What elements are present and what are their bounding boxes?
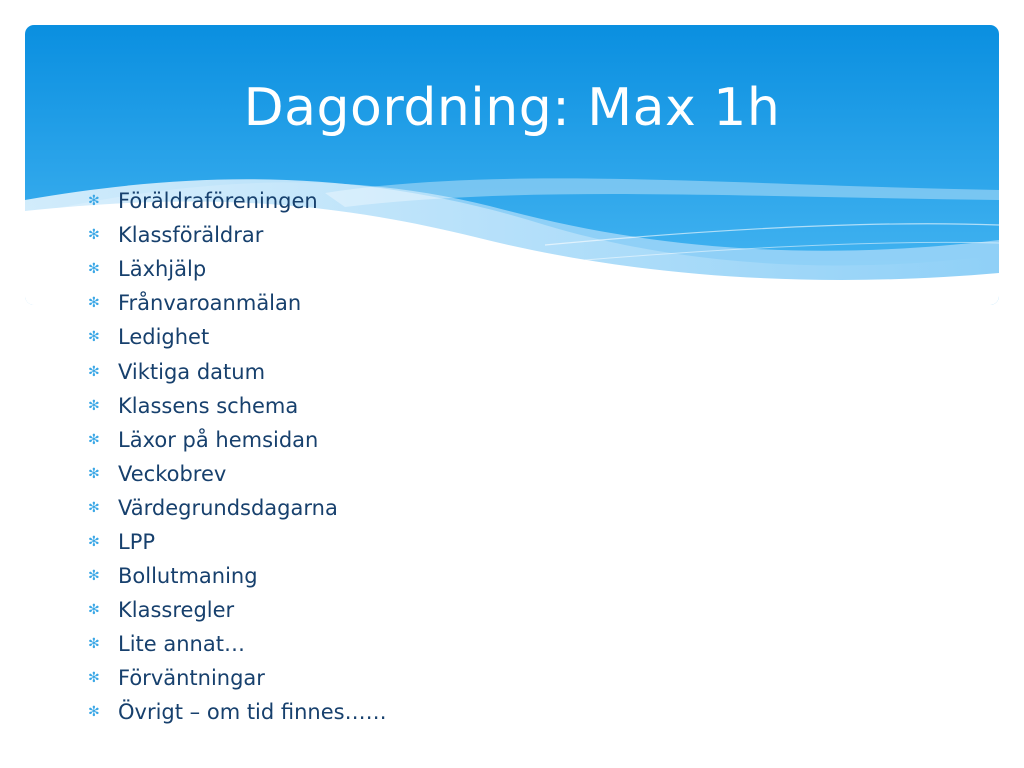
- list-item-text: Bollutmaning: [118, 564, 258, 589]
- list-item-text: Klassregler: [118, 598, 235, 623]
- list-item-text: Klassens schema: [118, 393, 299, 418]
- list-item: [88, 457, 387, 491]
- list-item-text: Föräldraföreningen: [118, 189, 318, 214]
- asterisk-bullet-icon: ✻: [88, 261, 100, 278]
- list-item: [88, 627, 387, 661]
- list-item: [88, 252, 387, 286]
- list-item-text: Värdegrundsdagarna: [118, 495, 338, 520]
- list-item-text: Övrigt – om tid finnes……: [118, 700, 387, 725]
- asterisk-bullet-icon: ✻: [88, 704, 100, 721]
- list-item: [88, 559, 387, 593]
- list-item-text: LPP: [118, 529, 156, 554]
- list-item-text: Veckobrev: [118, 461, 227, 486]
- list-item: [88, 389, 387, 423]
- asterisk-bullet-icon: ✻: [88, 295, 100, 312]
- slide-title: Dagordning: Max 1h: [243, 78, 781, 138]
- asterisk-bullet-icon: ✻: [88, 602, 100, 619]
- asterisk-bullet-icon: ✻: [88, 670, 100, 687]
- list-item: [88, 286, 387, 320]
- asterisk-bullet-icon: ✻: [88, 397, 100, 414]
- asterisk-bullet-icon: ✻: [88, 499, 100, 516]
- list-item: [88, 320, 387, 354]
- list-item: [88, 593, 387, 627]
- list-item-text: Förväntningar: [118, 666, 265, 691]
- list-item: [88, 695, 387, 729]
- list-item: [88, 423, 387, 457]
- list-item-text: Frånvaroanmälan: [118, 291, 302, 316]
- list-item-text: Klassföräldrar: [118, 223, 264, 248]
- list-item: [88, 218, 387, 252]
- asterisk-bullet-icon: ✻: [88, 193, 100, 210]
- asterisk-bullet-icon: ✻: [88, 568, 100, 585]
- asterisk-bullet-icon: ✻: [88, 363, 100, 380]
- asterisk-bullet-icon: ✻: [88, 465, 100, 482]
- asterisk-bullet-icon: ✻: [88, 431, 100, 448]
- agenda-list: [88, 184, 387, 730]
- list-item-text: Viktiga datum: [118, 359, 266, 384]
- asterisk-bullet-icon: ✻: [88, 329, 100, 346]
- list-item: [88, 661, 387, 695]
- asterisk-bullet-icon: ✻: [88, 636, 100, 653]
- asterisk-bullet-icon: ✻: [88, 227, 100, 244]
- list-item-text: Ledighet: [118, 325, 210, 350]
- asterisk-bullet-icon: ✻: [88, 533, 100, 550]
- list-item: [88, 525, 387, 559]
- list-item: [88, 184, 387, 218]
- list-item-text: Läxhjälp: [118, 257, 207, 282]
- list-item: [88, 354, 387, 388]
- list-item-text: Läxor på hemsidan: [118, 427, 319, 452]
- list-item-text: Lite annat…: [118, 632, 245, 657]
- list-item: [88, 491, 387, 525]
